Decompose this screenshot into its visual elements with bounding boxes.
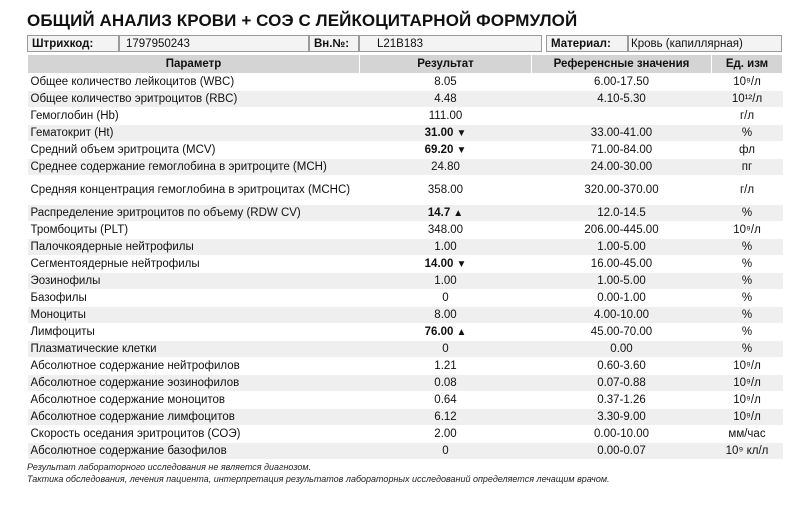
unit-cell: 10⁹/л xyxy=(712,409,783,426)
param-cell: Абсолютное содержание базофилов xyxy=(28,443,360,460)
results-table xyxy=(27,54,783,460)
table-row xyxy=(28,91,783,108)
header-reference: Референсные значения xyxy=(532,55,712,74)
param-cell: Абсолютное содержание эозинофилов xyxy=(28,375,360,392)
table-row xyxy=(28,358,783,375)
unit-cell: 10⁹/л xyxy=(712,358,783,375)
result-value: 0 xyxy=(442,444,449,457)
result-value: 1.00 xyxy=(434,274,457,287)
unit-cell: % xyxy=(712,205,783,222)
reference-cell: 0.00 xyxy=(532,341,712,358)
result-value: 31.00 xyxy=(424,126,454,139)
unit-cell: 10¹²/л xyxy=(712,91,783,108)
param-cell: Абсолютное содержание моноцитов xyxy=(28,392,360,409)
param-cell: Гематокрит (Ht) xyxy=(28,125,360,142)
result-cell xyxy=(360,392,532,409)
arrow-down-icon: ▼ xyxy=(456,127,467,139)
result-cell xyxy=(360,375,532,392)
reference-cell: 16.00-45.00 xyxy=(532,256,712,273)
reference-cell: 0.00-0.07 xyxy=(532,443,712,460)
unit-cell: % xyxy=(712,341,783,358)
arrow-down-icon: ▼ xyxy=(456,258,467,270)
result-value: 0.64 xyxy=(434,393,457,406)
result-value: 14.7 xyxy=(427,206,451,219)
unit-cell: 10⁹/л xyxy=(712,74,783,91)
reference-cell: 33.00-41.00 xyxy=(532,125,712,142)
table-row xyxy=(28,375,783,392)
result-cell xyxy=(360,256,532,273)
table-row xyxy=(28,341,783,358)
param-cell: Общее количество эритроцитов (RBC) xyxy=(28,91,360,108)
param-cell: Лимфоциты xyxy=(28,324,360,341)
barcode-label-cell xyxy=(27,35,119,52)
param-cell: Плазматические клетки xyxy=(28,341,360,358)
reference-cell: 71.00-84.00 xyxy=(532,142,712,159)
unit-cell: % xyxy=(712,239,783,256)
table-row xyxy=(28,239,783,256)
table-row xyxy=(28,176,783,205)
unit-cell: 10⁹ кл/л xyxy=(712,443,783,460)
table-row xyxy=(28,409,783,426)
table-row xyxy=(28,324,783,341)
unit-cell: г/л xyxy=(712,176,783,205)
unit-cell: % xyxy=(712,256,783,273)
result-value: 358.00 xyxy=(427,183,464,196)
result-cell xyxy=(360,176,532,205)
reference-cell: 0.60-3.60 xyxy=(532,358,712,375)
result-value: 69.20 xyxy=(424,143,454,156)
result-value: 8.00 xyxy=(434,308,457,321)
reference-cell: 320.00-370.00 xyxy=(532,176,712,205)
unit-cell: г/л xyxy=(712,108,783,125)
reference-cell: 0.07-0.88 xyxy=(532,375,712,392)
results-body xyxy=(28,74,783,460)
report-title: ОБЩИЙ АНАЛИЗ КРОВИ + СОЭ С ЛЕЙКОЦИТАРНОЙ ФОРМУЛОЙ xyxy=(27,11,578,30)
param-cell: Палочкоядерные нейтрофилы xyxy=(28,239,360,256)
result-value: 6.12 xyxy=(434,410,457,423)
param-cell: Эозинофилы xyxy=(28,273,360,290)
barcode-value: 1797950243 xyxy=(126,37,190,50)
unit-cell: мм/час xyxy=(712,426,783,443)
param-cell: Скорость оседания эритроцитов (СОЭ) xyxy=(28,426,360,443)
result-cell xyxy=(360,159,532,176)
param-cell: Среднее содержание гемоглобина в эритроците (MCH) xyxy=(28,159,360,176)
barcode-label: Штрихкод: xyxy=(32,37,94,50)
table-row xyxy=(28,273,783,290)
unit-cell: 10⁹/л xyxy=(712,375,783,392)
param-cell: Сегментоядерные нейтрофилы xyxy=(28,256,360,273)
result-cell xyxy=(360,426,532,443)
arrow-up-icon: ▲ xyxy=(453,207,464,219)
reference-cell: 12.0-14.5 xyxy=(532,205,712,222)
param-cell: Средняя концентрация гемоглобина в эритроцитах (MCHC) xyxy=(28,176,360,205)
result-cell xyxy=(360,324,532,341)
result-cell xyxy=(360,142,532,159)
result-value: 1.21 xyxy=(434,359,457,372)
param-cell: Средний объем эритроцита (MCV) xyxy=(28,142,360,159)
table-row xyxy=(28,222,783,239)
reference-cell: 24.00-30.00 xyxy=(532,159,712,176)
reference-cell: 1.00-5.00 xyxy=(532,239,712,256)
internal-number-value-cell xyxy=(359,35,542,52)
reference-cell: 206.00-445.00 xyxy=(532,222,712,239)
table-row xyxy=(28,205,783,222)
result-cell xyxy=(360,222,532,239)
material-label: Материал: xyxy=(551,37,611,50)
param-cell: Распределение эритроцитов по объему (RDW CV) xyxy=(28,205,360,222)
result-cell xyxy=(360,409,532,426)
result-cell xyxy=(360,341,532,358)
result-value: 14.00 xyxy=(424,257,454,270)
unit-cell: % xyxy=(712,307,783,324)
table-row xyxy=(28,142,783,159)
arrow-down-icon: ▼ xyxy=(456,144,467,156)
internal-number-label-cell xyxy=(309,35,359,52)
result-value: 1.00 xyxy=(434,240,457,253)
param-cell: Абсолютное содержание лимфоцитов xyxy=(28,409,360,426)
table-row xyxy=(28,307,783,324)
unit-cell: фл xyxy=(712,142,783,159)
result-cell xyxy=(360,273,532,290)
unit-cell: 10⁹/л xyxy=(712,392,783,409)
unit-cell: % xyxy=(712,273,783,290)
disclaimer xyxy=(27,461,787,485)
unit-cell: пг xyxy=(712,159,783,176)
unit-cell: % xyxy=(712,290,783,307)
disclaimer-line-2: Тактика обследования, лечения пациента, интерпретация результатов лабораторных исследований определяется лечащим врачом. xyxy=(27,474,610,484)
reference-cell: 0.00-10.00 xyxy=(532,426,712,443)
material-value: Кровь (капиллярная) xyxy=(631,37,743,50)
reference-cell: 45.00-70.00 xyxy=(532,324,712,341)
table-row xyxy=(28,392,783,409)
result-cell xyxy=(360,290,532,307)
result-cell xyxy=(360,108,532,125)
table-row xyxy=(28,426,783,443)
info-bar xyxy=(27,35,782,52)
result-cell xyxy=(360,74,532,91)
header-unit: Ед. изм xyxy=(712,55,783,74)
reference-cell: 4.00-10.00 xyxy=(532,307,712,324)
param-cell: Базофилы xyxy=(28,290,360,307)
param-cell: Тромбоциты (PLT) xyxy=(28,222,360,239)
table-row xyxy=(28,443,783,460)
table-header-row xyxy=(28,55,783,74)
unit-cell: % xyxy=(712,125,783,142)
reference-cell: 1.00-5.00 xyxy=(532,273,712,290)
result-cell xyxy=(360,205,532,222)
header-param: Параметр xyxy=(28,55,360,74)
barcode-value-cell xyxy=(119,35,309,52)
internal-number-label: Вн.№: xyxy=(314,37,350,50)
param-cell: Гемоглобин (Hb) xyxy=(28,108,360,125)
reference-cell: 4.10-5.30 xyxy=(532,91,712,108)
table-row xyxy=(28,125,783,142)
material-value-cell xyxy=(628,35,782,52)
result-cell xyxy=(360,239,532,256)
reference-cell: 6.00-17.50 xyxy=(532,74,712,91)
table-row xyxy=(28,256,783,273)
table-row xyxy=(28,108,783,125)
result-cell xyxy=(360,307,532,324)
reference-cell xyxy=(532,108,712,125)
unit-cell: % xyxy=(712,324,783,341)
unit-cell: 10⁹/л xyxy=(712,222,783,239)
param-cell: Абсолютное содержание нейтрофилов xyxy=(28,358,360,375)
param-cell: Общее количество лейкоцитов (WBC) xyxy=(28,74,360,91)
result-cell xyxy=(360,91,532,108)
result-value: 4.48 xyxy=(434,92,457,105)
result-cell xyxy=(360,358,532,375)
reference-cell: 3.30-9.00 xyxy=(532,409,712,426)
result-value: 2.00 xyxy=(434,427,457,440)
result-value: 348.00 xyxy=(427,223,464,236)
result-value: 8.05 xyxy=(434,75,457,88)
table-row xyxy=(28,159,783,176)
result-value: 111.00 xyxy=(428,109,463,122)
disclaimer-line-1: Результат лабораторного исследования не является диагнозом. xyxy=(27,462,312,472)
internal-number-value: L21B183 xyxy=(377,37,424,50)
table-row xyxy=(28,74,783,91)
result-value: 0 xyxy=(442,291,449,304)
result-value: 76.00 xyxy=(424,325,454,338)
result-value: 0 xyxy=(442,342,449,355)
table-row xyxy=(28,290,783,307)
param-cell: Моноциты xyxy=(28,307,360,324)
reference-cell: 0.00-1.00 xyxy=(532,290,712,307)
result-cell xyxy=(360,443,532,460)
result-cell xyxy=(360,125,532,142)
material-label-cell xyxy=(546,35,628,52)
result-value: 24.80 xyxy=(431,160,460,173)
reference-cell: 0.37-1.26 xyxy=(532,392,712,409)
result-value: 0.08 xyxy=(434,376,457,389)
header-result: Результат xyxy=(360,55,532,74)
arrow-up-icon: ▲ xyxy=(456,326,467,338)
